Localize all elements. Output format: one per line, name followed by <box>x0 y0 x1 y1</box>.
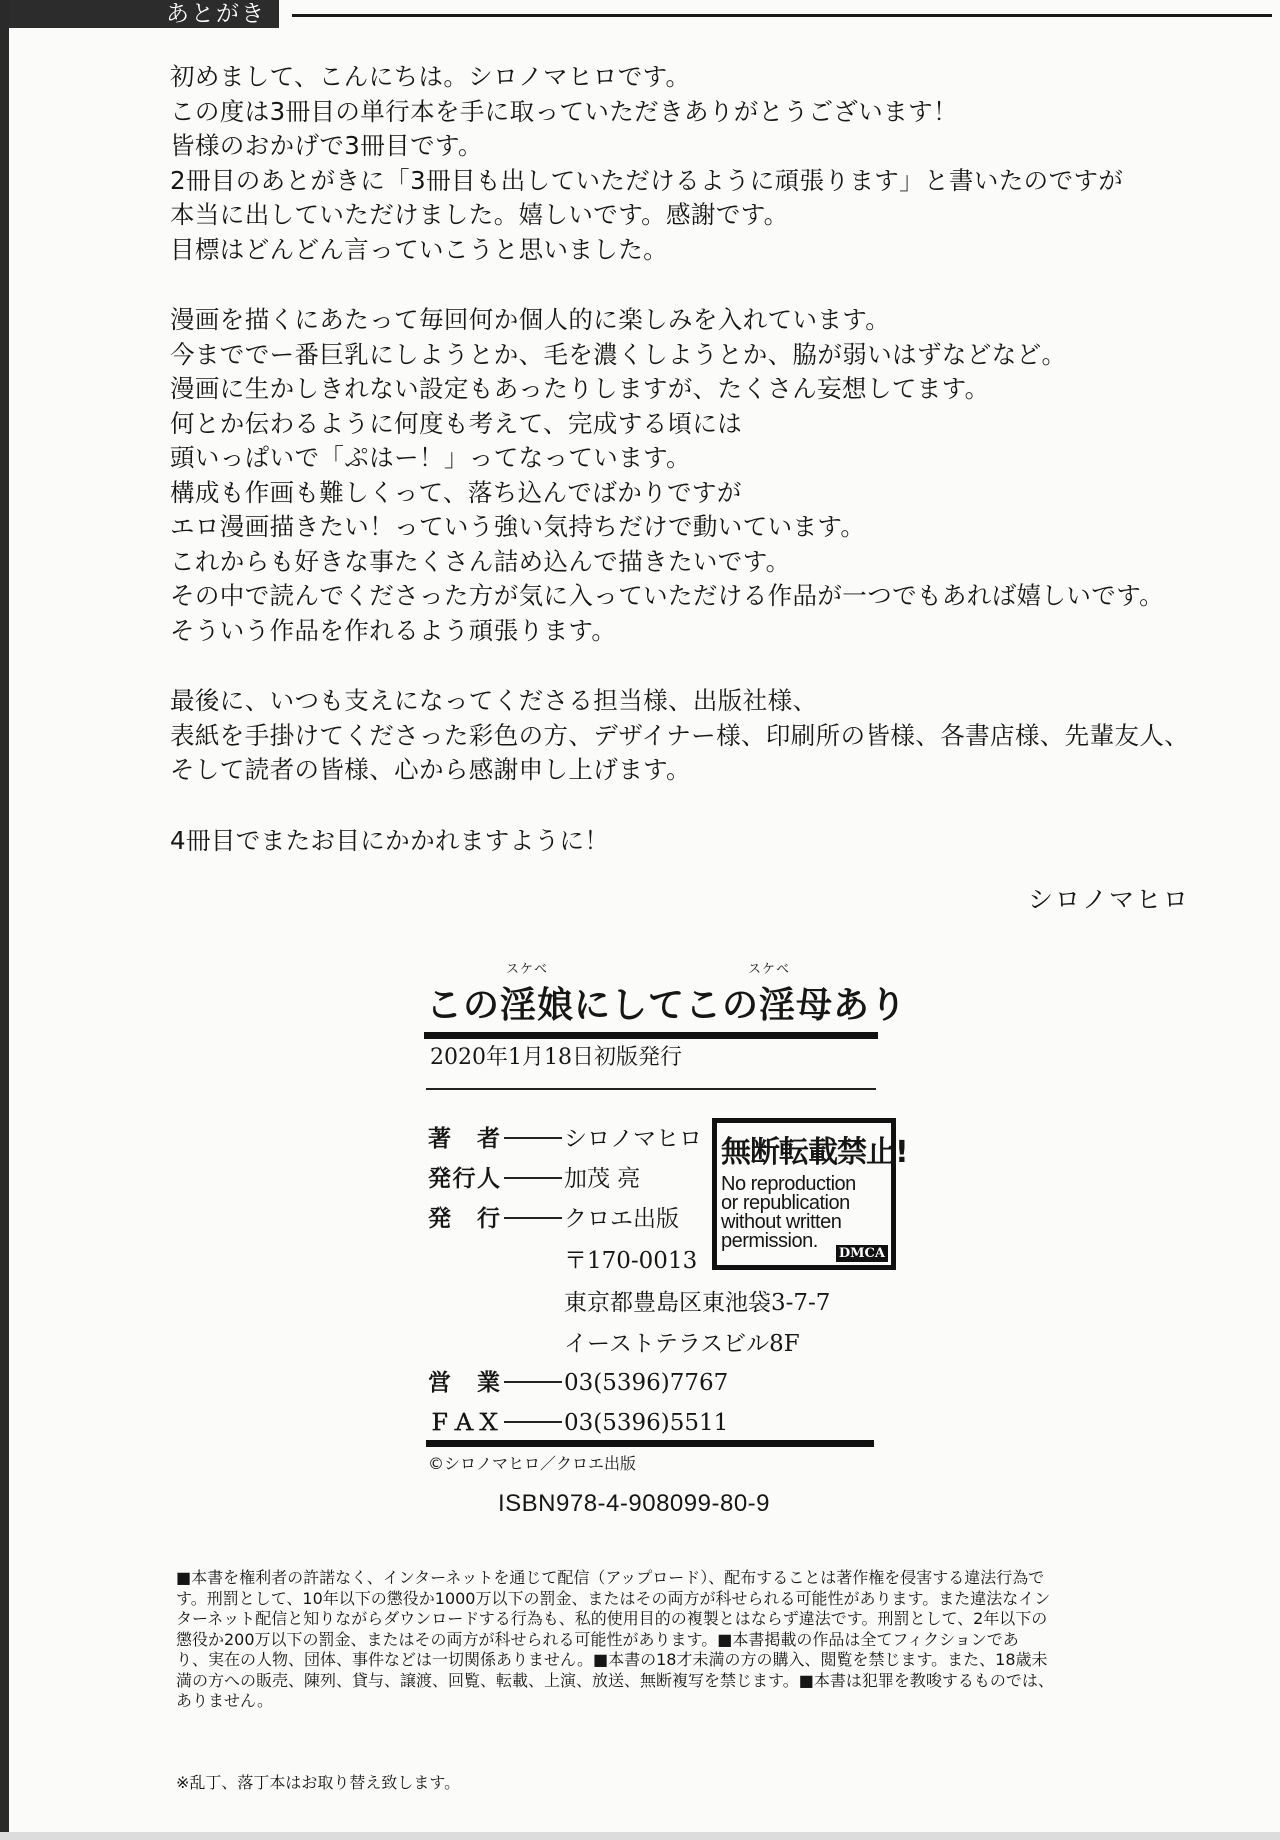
afterword-paragraph <box>170 60 1260 267</box>
isbn: ISBN978-4-908099-80-9 <box>498 1490 771 1517</box>
header-rule <box>292 14 1272 17</box>
afterword-line: 漫画に生かしきれない設定もあったりしますが、たくさん妄想してます。 <box>170 374 990 403</box>
afterword-line: エロ漫画描きたい！っていう強い気持ちだけで動いています。 <box>170 512 866 541</box>
afterword-line: この度は3冊目の単行本を手に取っていただきありがとうございます！ <box>170 96 958 126</box>
sales-value: 03(5396)7767 <box>564 1370 729 1396</box>
afterword-line: これからも好きな事たくさん詰め込んで描きたいです。 <box>170 546 791 576</box>
afterword-line: そういう作品を作れるよう頑張ります。 <box>170 615 617 645</box>
legal-line: り、実在の人物、団体、事件などは一切関係ありません。■本書の18才未満の方の購入、閲覧を禁じます。また、18歳未 <box>176 1650 1048 1669</box>
no-reproduction-stamp <box>712 1118 908 1270</box>
author-row <box>428 1120 702 1153</box>
afterword-line: 本当に出していただけました。嬉しいです。感謝です。 <box>170 200 789 229</box>
legal-line: ■本書を権利者の許諾なく、インターネットを通じて配信（アップロード）、配布することは著作権を侵害する違法行為で <box>176 1568 1045 1587</box>
legal-line: ターネット配信と知りながらダウンロードする行為も、私的使用目的の複製とはならず違法です。刑罰として、2年以下の <box>176 1609 1048 1628</box>
afterword-body <box>170 60 1260 858</box>
afterword-paragraph <box>170 684 1260 788</box>
publisher-person-value: 加茂 亮 <box>564 1166 641 1192</box>
fax-row <box>428 1404 728 1437</box>
publisher-label: 発 行 <box>428 1205 500 1232</box>
sales-row <box>428 1364 728 1397</box>
publisher-person-row <box>428 1160 640 1193</box>
afterword-line: そして読者の皆様、心から感謝申し上げます。 <box>170 755 691 784</box>
afterword-line: 何とか伝わるように何度も考えて、完成する頃には <box>170 408 743 438</box>
meta-rule <box>426 1088 876 1090</box>
author-value: シロノマヒロ <box>564 1126 702 1152</box>
afterword-line: 漫画を描くにあたって毎回何か個人的に楽しみを入れています。 <box>170 305 891 334</box>
address-line: イーストテラスビル8F <box>564 1331 800 1357</box>
afterword-line: 初めまして、こんにちは。シロノマヒロです。 <box>170 62 691 91</box>
afterword-line: その中で読んでくださった方が気に入っていただける作品が一つでもあれば嬉しいです。 <box>170 581 1165 610</box>
sales-label: 営 業 <box>428 1369 500 1396</box>
book-title: この淫娘にしてこの淫母あり <box>426 984 908 1026</box>
section-title: あとがき <box>166 1 266 27</box>
publisher-row <box>428 1200 679 1233</box>
afterword-line: 目標はどんどん言っていこうと思いました。 <box>170 234 668 264</box>
afterword-line: 最後に、いつも支えになってくださる担当様、出版社様、 <box>170 686 818 715</box>
author-label: 著 者 <box>428 1125 500 1152</box>
afterword-line: 頭いっぱいで「ぷはー！」ってなっています。 <box>170 443 691 472</box>
legal-line: 懲役か200万以下の罰金、またはその両方が科せられる可能性があります。■本書掲載の作品は全てフィクションであ <box>176 1629 1019 1649</box>
stamp-line: without written <box>721 1211 842 1233</box>
fax-label: ＦＡＸ <box>428 1409 500 1436</box>
stamp-line: permission. <box>721 1230 818 1252</box>
legal-line: す。刑罰として、10年以下の懲役か1000万以下の罰金、またはその両方が科せられる可能性があります。また違法なイン <box>176 1588 1051 1608</box>
meta-rule-bottom <box>426 1440 874 1447</box>
fax-value: 03(5396)5511 <box>564 1410 729 1436</box>
legal-line: ありません。 <box>176 1691 273 1710</box>
legal-line: 満の方への販売、陳列、貸与、譲渡、回覧、転載、上演、放送、無断複写を禁じます。■本書は犯罪を教唆するものでは、 <box>176 1670 1054 1690</box>
afterword-signature: シロノマヒロ <box>1028 885 1191 914</box>
stamp-heading: 無断転載禁止! <box>721 1135 908 1170</box>
afterword-line: 4冊目でまたお目にかかれますように！ <box>170 825 610 855</box>
address-line: 東京都豊島区東池袋3-7-7 <box>564 1290 831 1316</box>
publisher-value: クロエ出版 <box>564 1206 679 1232</box>
scan-edge-bottom <box>0 1832 1280 1840</box>
afterword-paragraph <box>170 824 1260 859</box>
title-ruby: スケベ <box>506 962 549 977</box>
exchange-notice: ※乱丁、落丁本はお取り替え致します。 <box>176 1773 461 1792</box>
afterword-line: 表紙を手掛けてくださった彩色の方、デザイナー様、印刷所の皆様、各書店様、先輩友人、 <box>170 720 1190 750</box>
afterword-line: 皆様のおかげで3冊目です。 <box>170 131 483 160</box>
scan-edge <box>0 0 9 1840</box>
stamp-text <box>721 1175 856 1251</box>
edition-date: 2020年1月18日初版発行 <box>430 1045 682 1070</box>
postal-code: 〒170-0013 <box>564 1248 698 1274</box>
stamp-line: or republication <box>721 1192 850 1214</box>
legal-notice <box>176 1568 1146 1712</box>
publisher-person-label: 発行人 <box>428 1165 500 1192</box>
copyright: ©シロノマヒロ／クロエ出版 <box>428 1454 637 1473</box>
title-ruby: スケベ <box>748 962 791 977</box>
stamp-line: No reproduction <box>721 1173 856 1195</box>
afterword-line: 構成も作画も難しくって、落ち込んでばかりですが <box>170 477 742 507</box>
afterword-line: 2冊目のあとがきに「3冊目も出していただけるように頑張ります」と書いたのですが <box>170 165 1124 195</box>
afterword-line: 今まででー番巨乳にしようとか、毛を濃くしようとか、脇が弱いはずなどなど。 <box>170 339 1067 369</box>
afterword-paragraph <box>170 303 1260 648</box>
dmca-badge: DMCA <box>836 1245 888 1262</box>
title-rule <box>424 1032 878 1039</box>
